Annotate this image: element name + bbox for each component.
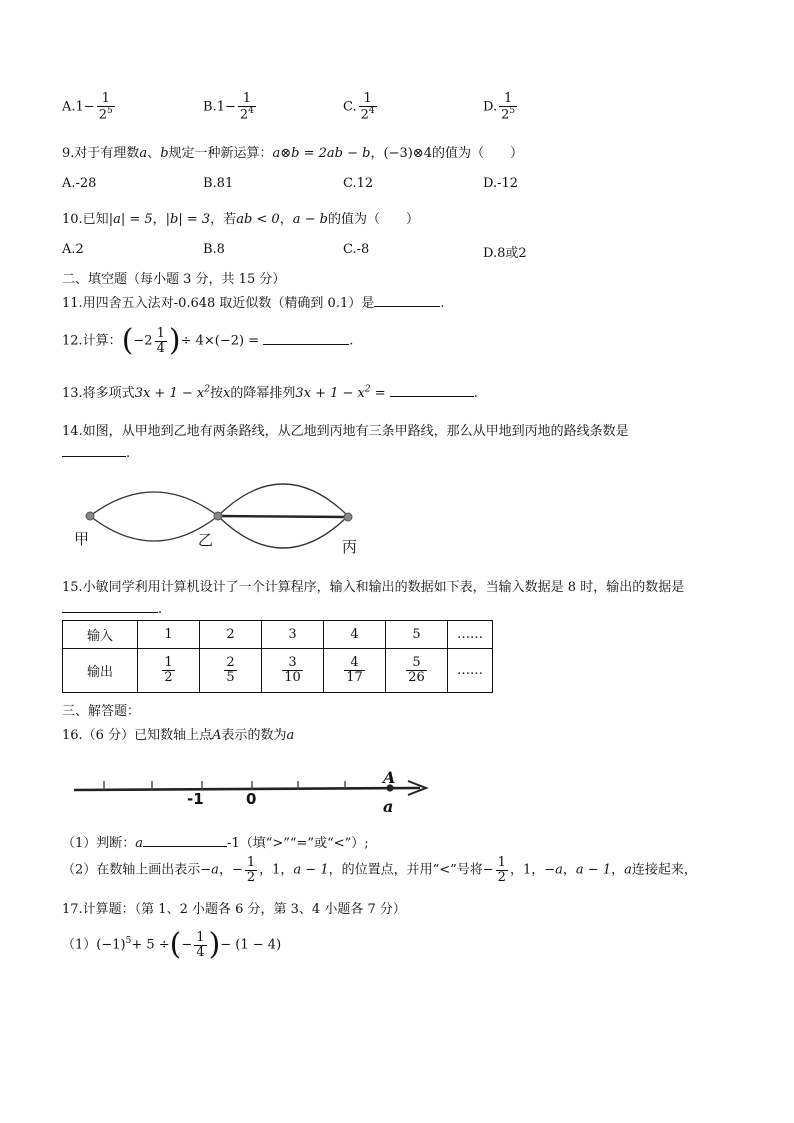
- io-output-cell: $\frac{2}{5}$: [200, 649, 262, 693]
- q13-answer-blank[interactable]: [390, 395, 474, 397]
- io-input-cell: 4: [324, 621, 386, 649]
- q10-option-c: C.-8: [343, 242, 370, 257]
- io-table: [62, 620, 493, 693]
- q12-answer-blank[interactable]: [263, 343, 349, 345]
- label-bing: 丙: [342, 538, 358, 556]
- q16-sub1: （1）判断：a -1（填“>”“=”或“<”）;: [62, 836, 369, 851]
- q13: 13.将多项式$3x + 1 - x^2$按x的降幂排列$3x + 1 - x^2$ = .: [62, 384, 478, 401]
- q8-option-d: D. $\frac{1}{2^5}$: [483, 91, 516, 122]
- io-input-cell: 3: [262, 621, 324, 649]
- io-output-ellipsis: ……: [448, 649, 493, 693]
- route-yi-bing-straight: [218, 516, 348, 517]
- point-bing: [344, 513, 352, 521]
- axis-label-neg1: -1: [187, 790, 204, 808]
- q15-answer-blank[interactable]: [62, 611, 158, 613]
- io-output-cell: $\frac{1}{2}$: [138, 649, 200, 693]
- q9-stem: 9.对于有理数a、b规定一种新运算：a⊗b = 2ab − b，(−3)⊗4的值为（ ）: [62, 146, 523, 161]
- q16-sub1-answer-blank[interactable]: [143, 845, 227, 847]
- q14: 14.如图，从甲地到乙地有两条路线，从乙地到丙地有三条甲路线，那么从甲地到丙地的路线条数是: [62, 424, 629, 439]
- axis-label-a: a: [383, 797, 394, 816]
- q15-answer-line: .: [62, 602, 162, 617]
- io-input-cell: 1: [138, 621, 200, 649]
- route-yi-bing-lower: [218, 516, 348, 548]
- io-table-input-row: [63, 621, 493, 649]
- route-yi-bing-upper: [218, 484, 348, 516]
- q17-sub1: $(1)(-1)^5+ 5$ ÷(− $\frac{1}{4}$ )− (1 − 4): [62, 927, 282, 962]
- q8-option-b: B.1− $\frac{1}{2^4}$: [203, 91, 254, 122]
- q9-option-d: D.-12: [483, 176, 519, 191]
- section-fill-in-heading: 二、填空题（每小题 3 分，共 15 分）: [62, 272, 286, 287]
- q8-option-c: C. $\frac{1}{2^4}$: [343, 91, 375, 122]
- q14-answer-blank[interactable]: [62, 455, 126, 457]
- q8-option-a: A.1− $\frac{1}{2^5}$: [62, 91, 113, 122]
- q11-answer-blank[interactable]: [374, 305, 440, 307]
- route-jia-yi-upper: [90, 492, 218, 516]
- q10-stem: 10.已知|a| = 5，|b| = 3，若ab < 0，a − b的值为（ ）: [62, 212, 419, 227]
- point-jia: [86, 512, 94, 520]
- q16-stem: 16.（6 分）已知数轴上点A表示的数为a: [62, 728, 295, 743]
- io-input-ellipsis: ……: [448, 621, 493, 649]
- route-diagram: [70, 474, 370, 558]
- q10-option-b: B.8: [203, 242, 225, 257]
- section-solve-heading: 三、解答题：: [62, 704, 141, 719]
- io-input-cell: 2: [200, 621, 262, 649]
- io-input-cell: 5: [386, 621, 448, 649]
- q9-option-a: A.-28: [62, 176, 97, 191]
- axis-label-zero: 0: [246, 790, 257, 808]
- q10-option-d: D.8或2: [483, 246, 527, 261]
- io-header-output: 输出: [63, 649, 138, 693]
- q12: 12.计算：(−2 $\frac{1}{4}$ )÷ 4×(−2) = .: [62, 323, 354, 358]
- io-table-output-row: [63, 649, 493, 693]
- io-output-cell: $\frac{4}{17}$: [324, 649, 386, 693]
- io-output-cell: $\frac{5}{26}$: [386, 649, 448, 693]
- label-yi: 乙: [198, 531, 214, 549]
- label-jia: 甲: [74, 530, 90, 548]
- io-header-input: 输入: [63, 621, 138, 649]
- q15: 15.小敏同学利用计算机设计了一个计算程序，输入和输出的数据如下表，当输入数据是 8 时，输出的数据是: [62, 580, 685, 595]
- q14-answer-line: .: [62, 446, 130, 461]
- q9-option-b: B.81: [203, 176, 234, 191]
- point-yi: [214, 512, 222, 520]
- q11: 11.用四舍五入法对-0.648 取近似数（精确到 0.1）是 .: [62, 296, 445, 311]
- axis-label-point-a: A: [383, 768, 396, 787]
- q16-sub2: （2）在数轴上画出表示−a，− $\frac{1}{2}$ ，1，a − 1，的位置点，并用“<”号将− $\frac{1}{2}$ ，1，−a，a − 1，a连接起来，: [62, 855, 697, 885]
- io-output-cell: $\frac{3}{10}$: [262, 649, 324, 693]
- q9-option-c: C.12: [343, 176, 374, 191]
- q10-option-a: A.2: [62, 242, 84, 257]
- q17-stem: 17.计算题：（第 1、2 小题各 6 分，第 3、4 小题各 7 分）: [62, 902, 406, 917]
